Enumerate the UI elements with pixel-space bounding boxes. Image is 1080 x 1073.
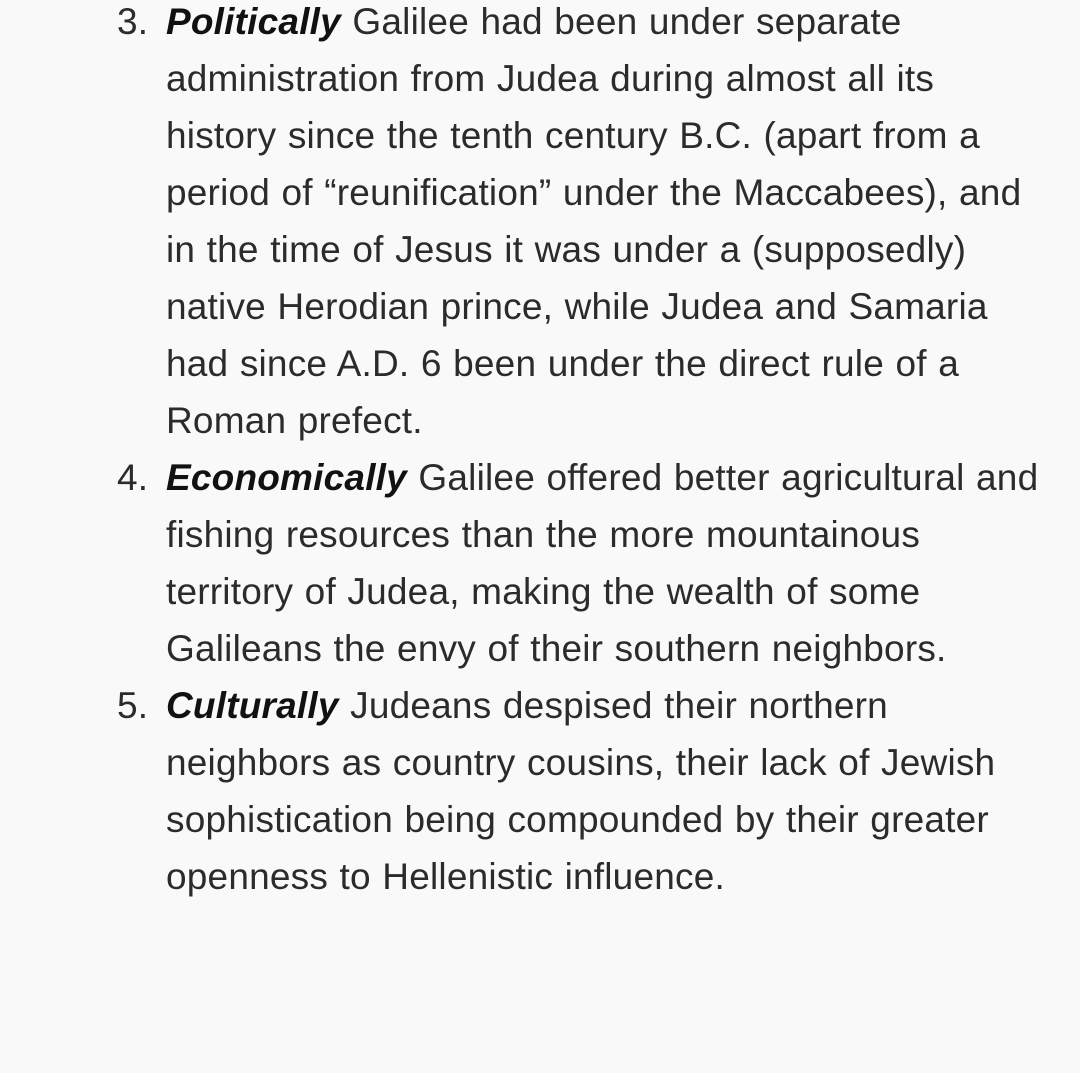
list-item-politically (0, 0, 1080, 449)
item-number: 4. (117, 457, 149, 498)
item-lead-term: Economically (166, 457, 407, 498)
item-lead-term: Culturally (166, 685, 339, 726)
item-lead-term: Politically (166, 1, 341, 42)
item-body-text: Judeans despised their northern neighbors as country cousins, their lack of Jewish sophistication being compounded by their greater openness to Hellenistic influence. (166, 685, 996, 897)
item-number: 3. (117, 1, 149, 42)
list-item-economically (0, 449, 1080, 677)
item-number: 5. (117, 685, 149, 726)
item-body-text: Galilee had been under separate administration from Judea during almost all its history since the tenth century B.C. (apart from a period of “reunification” under the Maccabees), and in the time of Jesus it was under a (supposedly) native Herodian prince, while Judea and Samaria had since A.D. 6 been under the direct rule of a Roman prefect. (166, 1, 1022, 441)
list-item-culturally (0, 677, 1080, 905)
item-body-text: Galilee offered better agricultural and fishing resources than the more mountainous territory of Judea, making the wealth of some Galileans the envy of their southern neighbors. (166, 457, 1039, 669)
